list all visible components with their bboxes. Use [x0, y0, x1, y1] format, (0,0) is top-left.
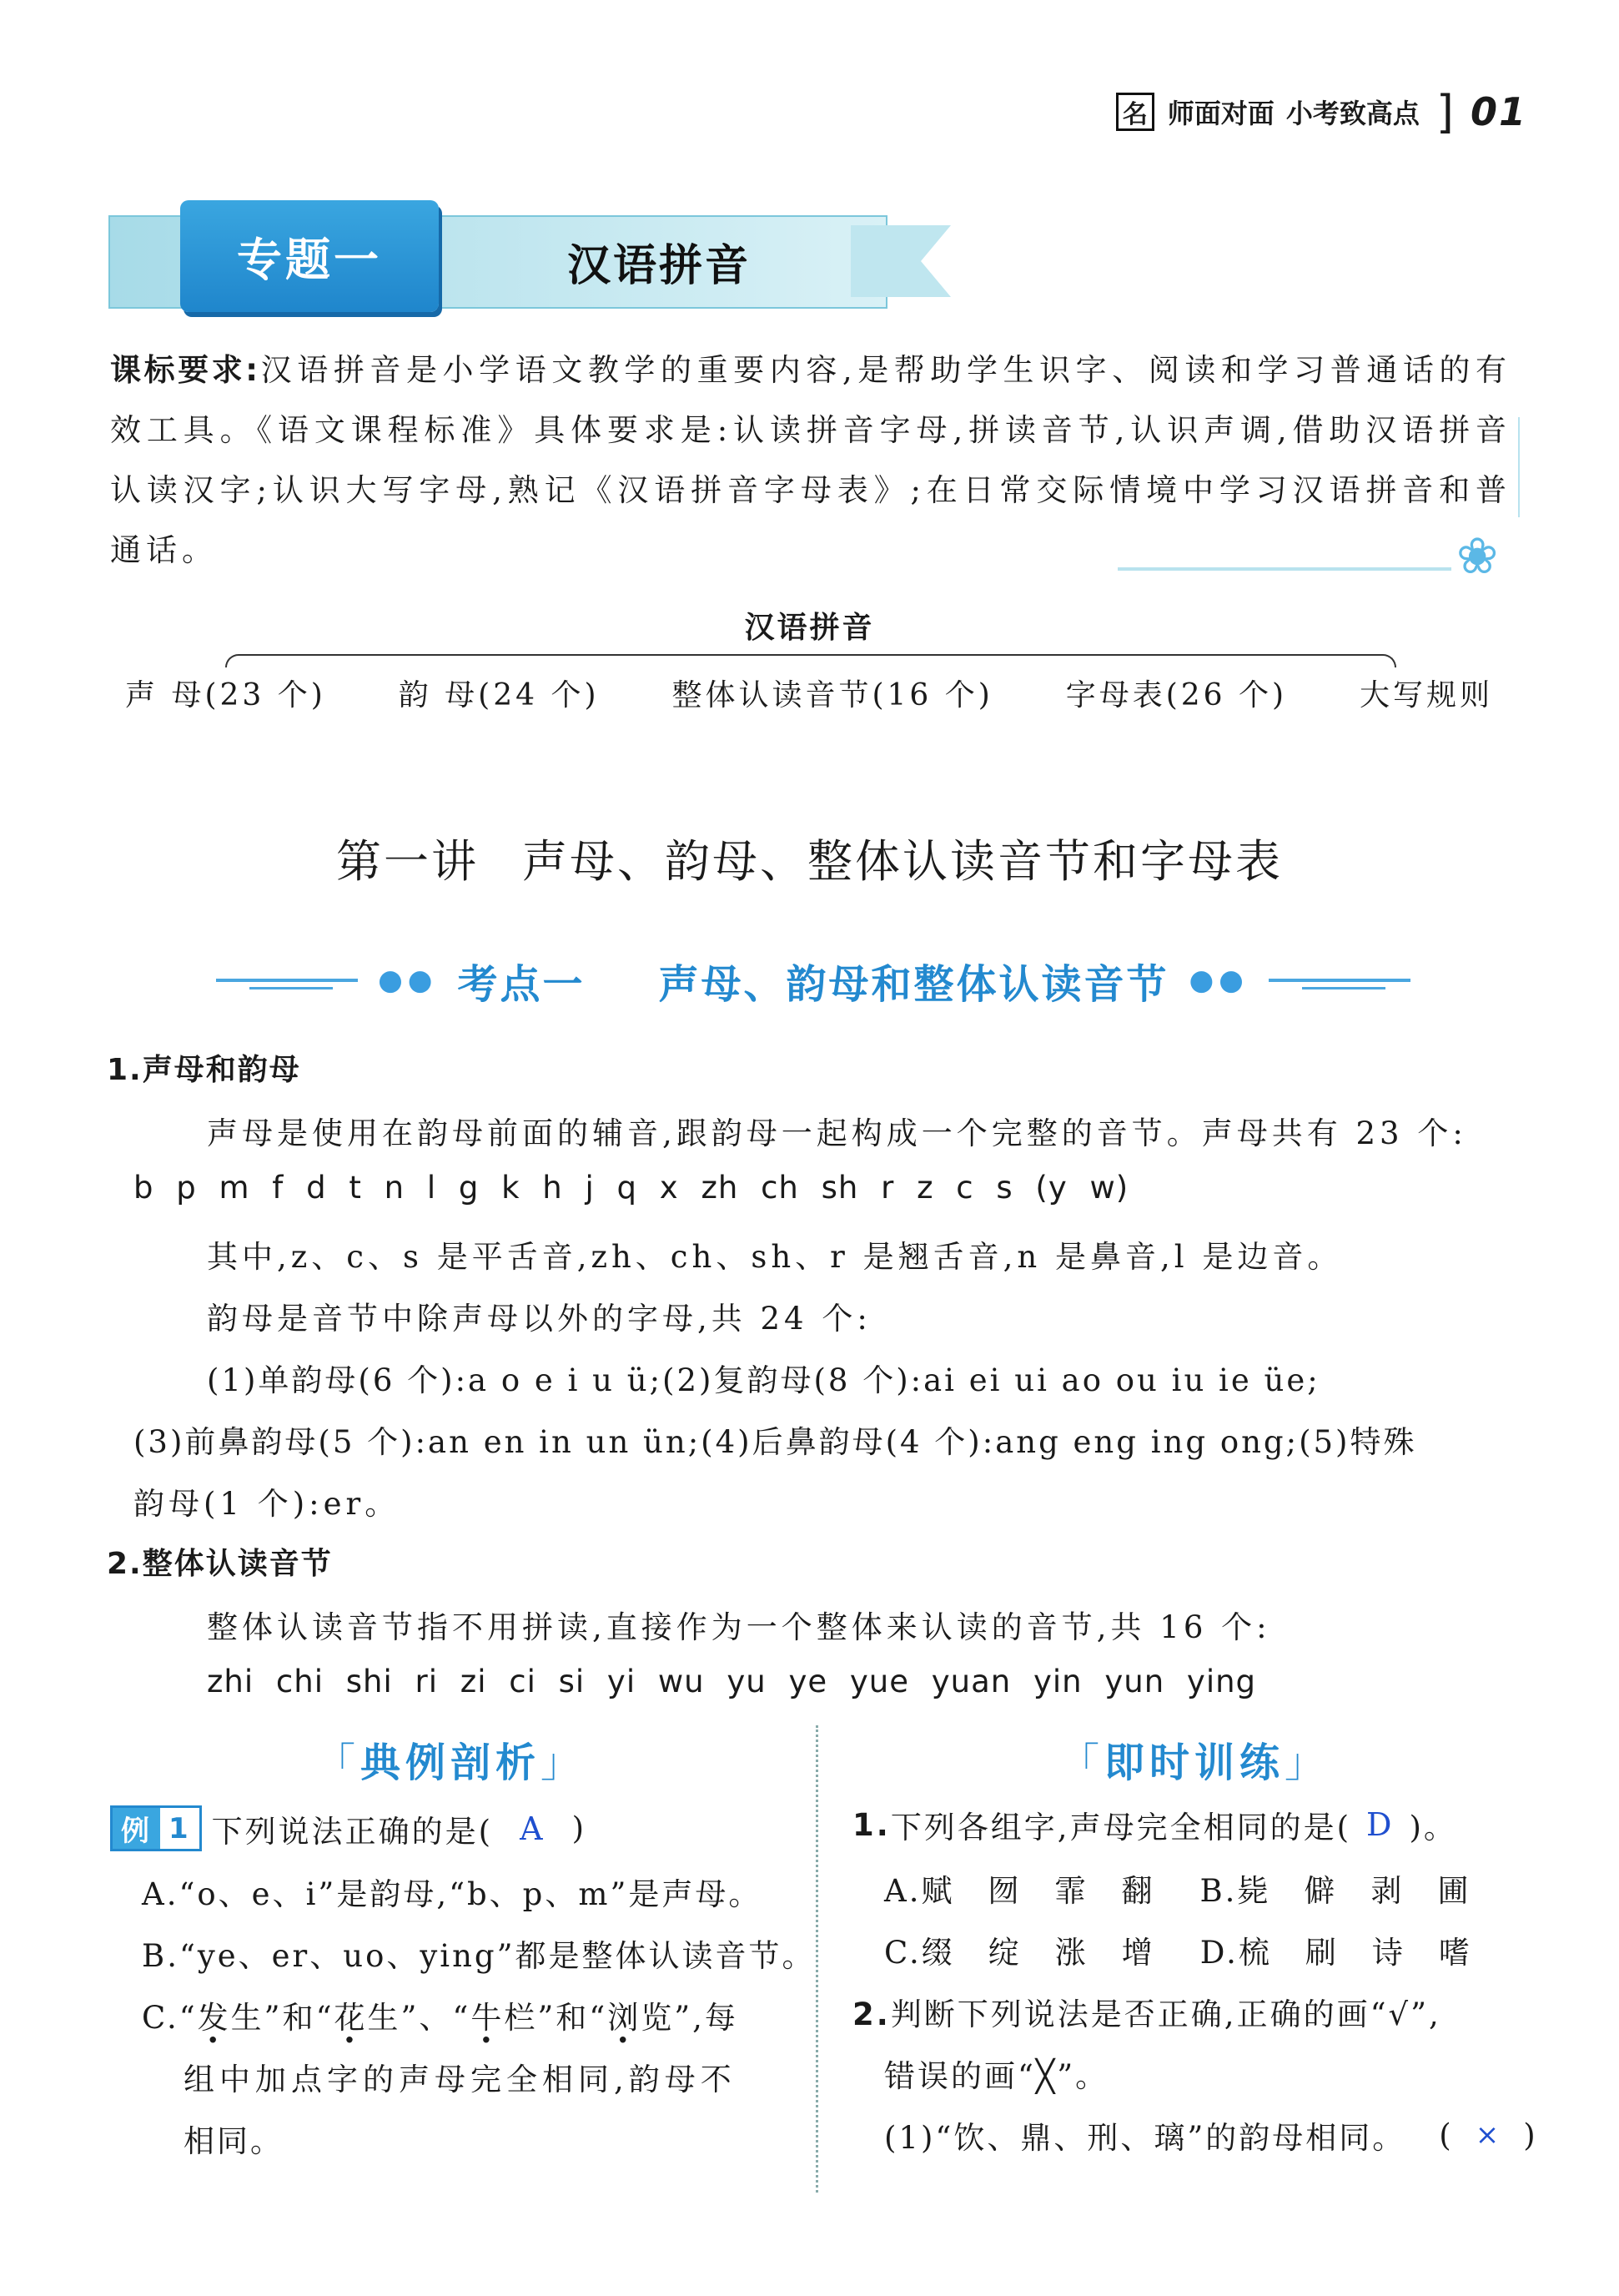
option-c-cont: 相同。 — [184, 2123, 284, 2159]
tree-item: 字母表(26 个) — [1065, 677, 1288, 712]
column-divider — [816, 1725, 818, 2193]
curriculum-label: 课标要求: — [110, 352, 261, 388]
body-text: 其中,z、c、s 是平舌音,zh、ch、sh、r 是翘舌音,n 是鼻音,l 是边音。 — [207, 1239, 1343, 1275]
topic-title: 汉语拼音 — [567, 240, 752, 291]
keypoint-label: 考点一 — [457, 960, 586, 1008]
dots-icon: ●● — [378, 964, 438, 997]
example-section-title: 「典例剖析」 — [315, 1740, 586, 1786]
lecture-topic: 声母、韵母、整体认读音节和字母表 — [522, 835, 1283, 888]
bracket-glyph: ] — [1435, 85, 1454, 138]
body-text: (1)单韵母(6 个):a o e i u ü;(2)复韵母(8 个):ai ei ui ao ou iu ie üe; — [207, 1362, 1320, 1398]
decorative-line — [1518, 417, 1521, 517]
section-heading: 2.整体认读音节 — [107, 1547, 333, 1581]
example-question: 例 1 下列说法正确的是( A ) — [110, 1805, 586, 1851]
decorative-line — [1118, 567, 1451, 571]
tree-item: 韵 母(24 个) — [398, 677, 600, 712]
body-text: 声母是使用在韵母前面的辅音,跟韵母一起构成一个完整的音节。声母共有 23 个: — [207, 1115, 1467, 1151]
option-b: B.“ye、er、uo、ying”都是整体认读音节。 — [142, 1938, 816, 1974]
tree-item: 大写规则 — [1359, 677, 1493, 712]
body-text: 韵母(1 个):er。 — [133, 1486, 400, 1522]
practice-question-1: 1. 下列各组字,声母完全相同的是( D )。 — [852, 1806, 1457, 1845]
series-name: 小考致高点 — [1285, 98, 1420, 129]
choice-row: A.赋 囫 霏 翻 B.毙 僻 剥 圃 — [884, 1873, 1471, 1909]
option-c: C.“发生”和“花生”、“牛栏”和“浏览”,每 — [142, 2000, 738, 2036]
practice-question-2: 2.判断下列说法是否正确,正确的画“√”, — [852, 1996, 1441, 2032]
keypoint-title: 声母、韵母和整体认读音节 — [658, 960, 1169, 1008]
answer-text: A — [520, 1810, 546, 1847]
flower-icon: ❀ — [1456, 527, 1499, 586]
banner-tail — [851, 225, 951, 297]
page-header — [1116, 87, 1527, 137]
lecture-number: 第一讲 — [336, 835, 479, 888]
lecture-title — [0, 826, 1619, 890]
example-badge: 例 1 — [110, 1805, 202, 1851]
section-heading: 1.声母和韵母 — [107, 1053, 301, 1087]
brand-text: 师面对面 — [1167, 98, 1275, 129]
keypoint-heading — [209, 951, 1418, 1010]
judge-item: (1)“饮、鼎、刑、璃”的韵母相同。 ( × ) — [884, 2117, 1538, 2156]
divider — [216, 979, 358, 982]
body-text: 整体认读音节指不用拼读,直接作为一个整体来认读的音节,共 16 个: — [207, 1609, 1271, 1645]
tree-title: 汉语拼音 — [744, 611, 875, 645]
page-number: 01 — [1470, 89, 1527, 134]
practice-question-2-cont: 错误的画“╳”。 — [884, 2058, 1109, 2094]
initials-list: b p m f d t n l g k h j q x zh ch sh r z c s (y w) — [133, 1170, 1129, 1206]
divider — [1269, 979, 1410, 982]
tree-item: 整体认读音节(16 个) — [671, 677, 993, 712]
tree-item: 声 母(23 个) — [125, 677, 326, 712]
choice-row: C.缀 绽 涨 增 D.梳 刷 诗 嗜 — [884, 1935, 1472, 1971]
dots-icon: ●● — [1189, 964, 1249, 997]
syllable-list: zhi chi shi ri zi ci si yi wu yu ye yue yuan yin yun ying — [207, 1664, 1257, 1699]
tree-items — [125, 667, 1493, 718]
question-text: 下列说法正确的是( — [211, 1813, 494, 1850]
curriculum-text: 汉语拼音是小学语文教学的重要内容,是帮助学生识字、阅读和学习普通话的有效工具。《语文课程标准》具体要求是:认读拼音字母,拼读音节,认识声调,借助汉语拼音认读汉字;认识大写字母,熟记《汉语拼音字母表》;在日常交际情境中学习汉语拼音和普通话。 — [110, 352, 1512, 568]
option-c-cont: 组中加点字的声母完全相同,韵母不 — [184, 2062, 737, 2097]
option-a: A.“o、e、i”是韵母,“b、p、m”是声母。 — [142, 1876, 762, 1912]
answer-text: D — [1366, 1806, 1395, 1843]
topic-label: 专题一 — [180, 200, 439, 312]
answer-text: × — [1475, 2118, 1502, 2152]
body-text: 韵母是音节中除声母以外的字母,共 24 个: — [207, 1301, 872, 1337]
tree-brace — [225, 654, 1396, 667]
curriculum-paragraph — [110, 340, 1511, 581]
brand-mark: 名 — [1116, 93, 1154, 131]
practice-section-title: 「即时训练」 — [1059, 1740, 1330, 1786]
body-text: (3)前鼻韵母(5 个):an en in un ün;(4)后鼻韵母(4 个):ang eng ing ong;(5)特殊 — [133, 1424, 1417, 1460]
